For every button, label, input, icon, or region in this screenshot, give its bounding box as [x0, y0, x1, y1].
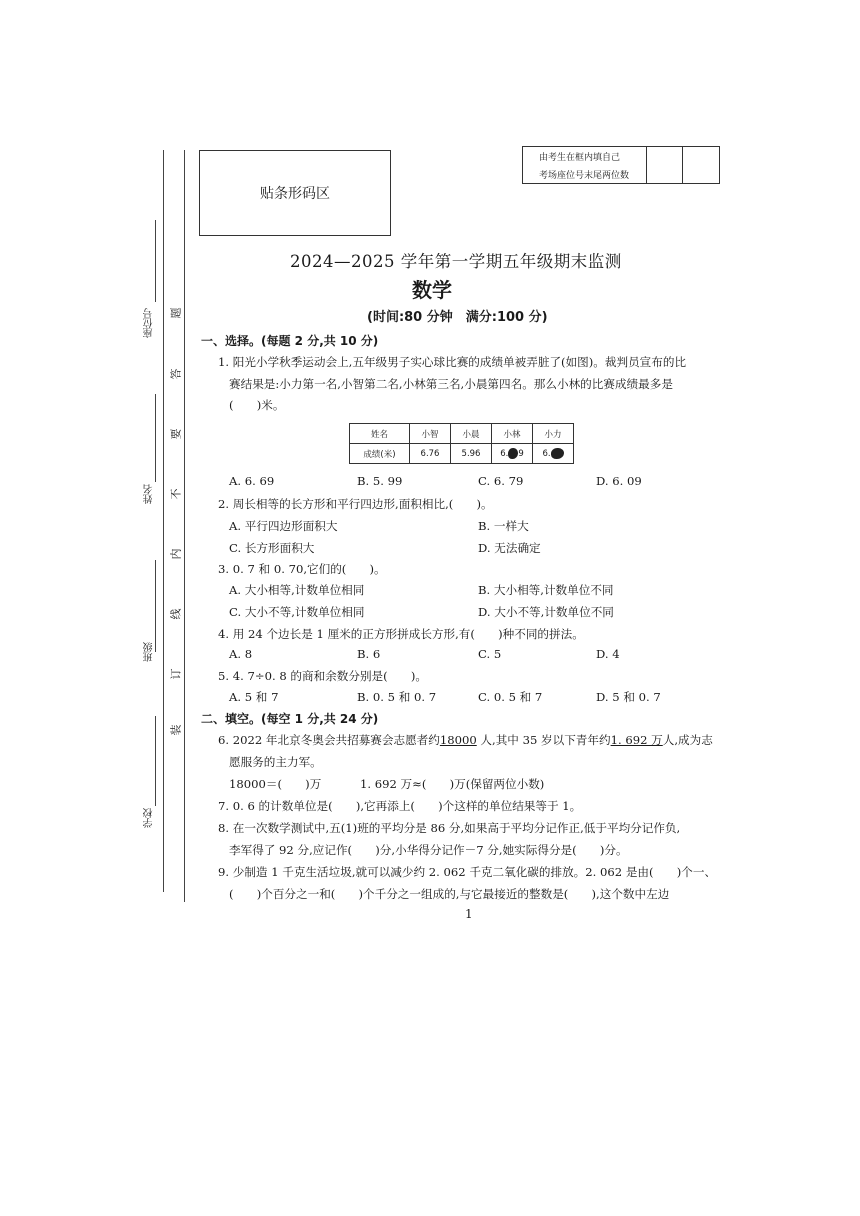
seal-char: 内 — [169, 548, 183, 560]
question-line[interactable]: 9. 少制造 1 千克生活垃圾,就可以减少约 2. 062 千克二氧化碳的排放。2. 062 是由( )个一、 — [218, 865, 717, 879]
option[interactable]: D. 4 — [596, 647, 620, 661]
question-line: 6. 2022 年北京冬奥会共招募赛会志愿者约18000 人,其中 35 岁以下青年约1. 692 万人,成为志 — [218, 733, 713, 747]
option[interactable]: D. 无法确定 — [478, 541, 541, 555]
question-line: 2. 周长相等的长方形和平行四边形,面积相比,( )。 — [218, 497, 493, 511]
seat-digit-cell[interactable] — [647, 147, 684, 183]
school-field-label: 学校 — [144, 808, 155, 828]
page-number: 1 — [465, 907, 473, 921]
question-line: 4. 用 24 个边长是 1 厘米的正方形拼成长方形,有( )种不同的拼法。 — [218, 627, 584, 641]
seat-number-box — [522, 146, 720, 184]
option[interactable]: A. 平行四边形面积大 — [229, 519, 338, 533]
option[interactable]: C. 5 — [478, 647, 502, 661]
binding-line-outer — [163, 150, 164, 892]
option[interactable]: B. 一样大 — [478, 519, 529, 533]
option[interactable]: A. 6. 69 — [229, 474, 275, 488]
option[interactable]: D. 6. 09 — [596, 474, 642, 488]
question-line[interactable]: ( )个百分之一和( )个千分之一组成的,与它最接近的整数是( ),这个数中左边 — [229, 887, 670, 901]
option[interactable]: A. 8 — [229, 647, 253, 661]
option[interactable]: B. 大小相等,计数单位不同 — [478, 583, 614, 597]
table-header-cell: 小晨 — [451, 424, 492, 444]
fill-in-line[interactable]: 18000＝( )万 — [229, 777, 322, 791]
question-line: 愿服务的主力军。 — [229, 755, 322, 769]
table-header-cell: 姓名 — [350, 424, 410, 444]
question-line: 8. 在一次数学测试中,五(1)班的平均分是 86 分,如果高于平均分记作正,低于平均分记作负, — [218, 821, 681, 835]
seat-field-label: 座位号 — [144, 308, 155, 338]
option[interactable]: B. 5. 99 — [357, 474, 403, 488]
table-cell-smudged: 6. — [533, 444, 574, 464]
question-line: 赛结果是:小力第一名,小智第二名,小林第三名,小晨第四名。那么小林的比赛成绩最多是 — [229, 377, 673, 391]
table-cell-smudged: 6. 9 — [492, 444, 533, 464]
option[interactable]: B. 6 — [357, 647, 381, 661]
seal-char: 要 — [169, 428, 183, 440]
question-line: 3. 0. 7 和 0. 70,它们的( )。 — [218, 562, 386, 576]
question-line: ( )米。 — [229, 398, 285, 412]
question-line[interactable]: 李军得了 92 分,应记作( )分,小华得分记作－7 分,她实际得分是( )分。 — [229, 843, 628, 857]
ink-smudge — [508, 448, 518, 459]
underlined-number: 18000 — [439, 733, 477, 747]
underlined-number: 1. 692 万 — [610, 733, 663, 747]
table-header-cell: 小智 — [410, 424, 451, 444]
table-cell: 6.76 — [410, 444, 451, 464]
seal-char: 题 — [169, 307, 183, 319]
name-field-label: 姓名 — [144, 484, 155, 504]
option[interactable]: C. 6. 79 — [478, 474, 524, 488]
exam-title: 2024—2025 学年第一学期五年级期末监测 — [290, 252, 622, 271]
exam-meta: (时间:80 分钟 满分:100 分) — [367, 310, 548, 325]
name-underline — [155, 394, 156, 482]
table-cell: 5.96 — [451, 444, 492, 464]
school-underline — [155, 716, 156, 806]
binding-line-inner — [184, 150, 185, 902]
table-header-cell: 小力 — [533, 424, 574, 444]
table-row-label: 成绩(米) — [350, 444, 410, 464]
seal-char: 订 — [169, 668, 183, 680]
seal-char: 答 — [169, 368, 183, 380]
seat-digit-cell[interactable] — [683, 147, 719, 183]
seal-char: 不 — [169, 488, 183, 500]
subject-title: 数学 — [412, 278, 452, 302]
seal-char: 线 — [169, 608, 183, 620]
option[interactable]: A. 5 和 7 — [229, 690, 279, 704]
fill-in-line[interactable]: 1. 692 万≈( )万(保留两位小数) — [360, 777, 545, 791]
seal-char: 装 — [169, 724, 183, 736]
option[interactable]: C. 大小不等,计数单位相同 — [229, 605, 365, 619]
option[interactable]: A. 大小相等,计数单位相同 — [229, 583, 365, 597]
table-header-cell: 小林 — [492, 424, 533, 444]
ink-smudge — [551, 448, 564, 459]
section-heading: 二、填空。(每空 1 分,共 24 分) — [201, 712, 379, 726]
question-line[interactable]: 7. 0. 6 的计数单位是( ),它再添上( )个这样的单位结果等于 1。 — [218, 799, 582, 813]
scores-table — [349, 423, 574, 464]
section-heading: 一、选择。(每题 2 分,共 10 分) — [201, 334, 379, 348]
barcode-area — [199, 150, 391, 236]
question-line: 5. 4. 7÷0. 8 的商和余数分别是( )。 — [218, 669, 427, 683]
barcode-area-label: 贴条形码区 — [260, 186, 330, 202]
option[interactable]: B. 0. 5 和 0. 7 — [357, 690, 437, 704]
option[interactable]: C. 0. 5 和 7 — [478, 690, 543, 704]
class-field-label: 班级 — [144, 642, 155, 662]
option[interactable]: C. 长方形面积大 — [229, 541, 315, 555]
option[interactable]: D. 大小不等,计数单位不同 — [478, 605, 614, 619]
option[interactable]: D. 5 和 0. 7 — [596, 690, 661, 704]
seat-underline — [155, 220, 156, 302]
question-line: 1. 阳光小学秋季运动会上,五年级男子实心球比赛的成绩单被弄脏了(如图)。裁判员宣布的比 — [218, 355, 687, 369]
class-underline — [155, 560, 156, 652]
seat-number-note: 由考生在框内填自己 考场座位号末尾两位数 — [523, 147, 647, 183]
